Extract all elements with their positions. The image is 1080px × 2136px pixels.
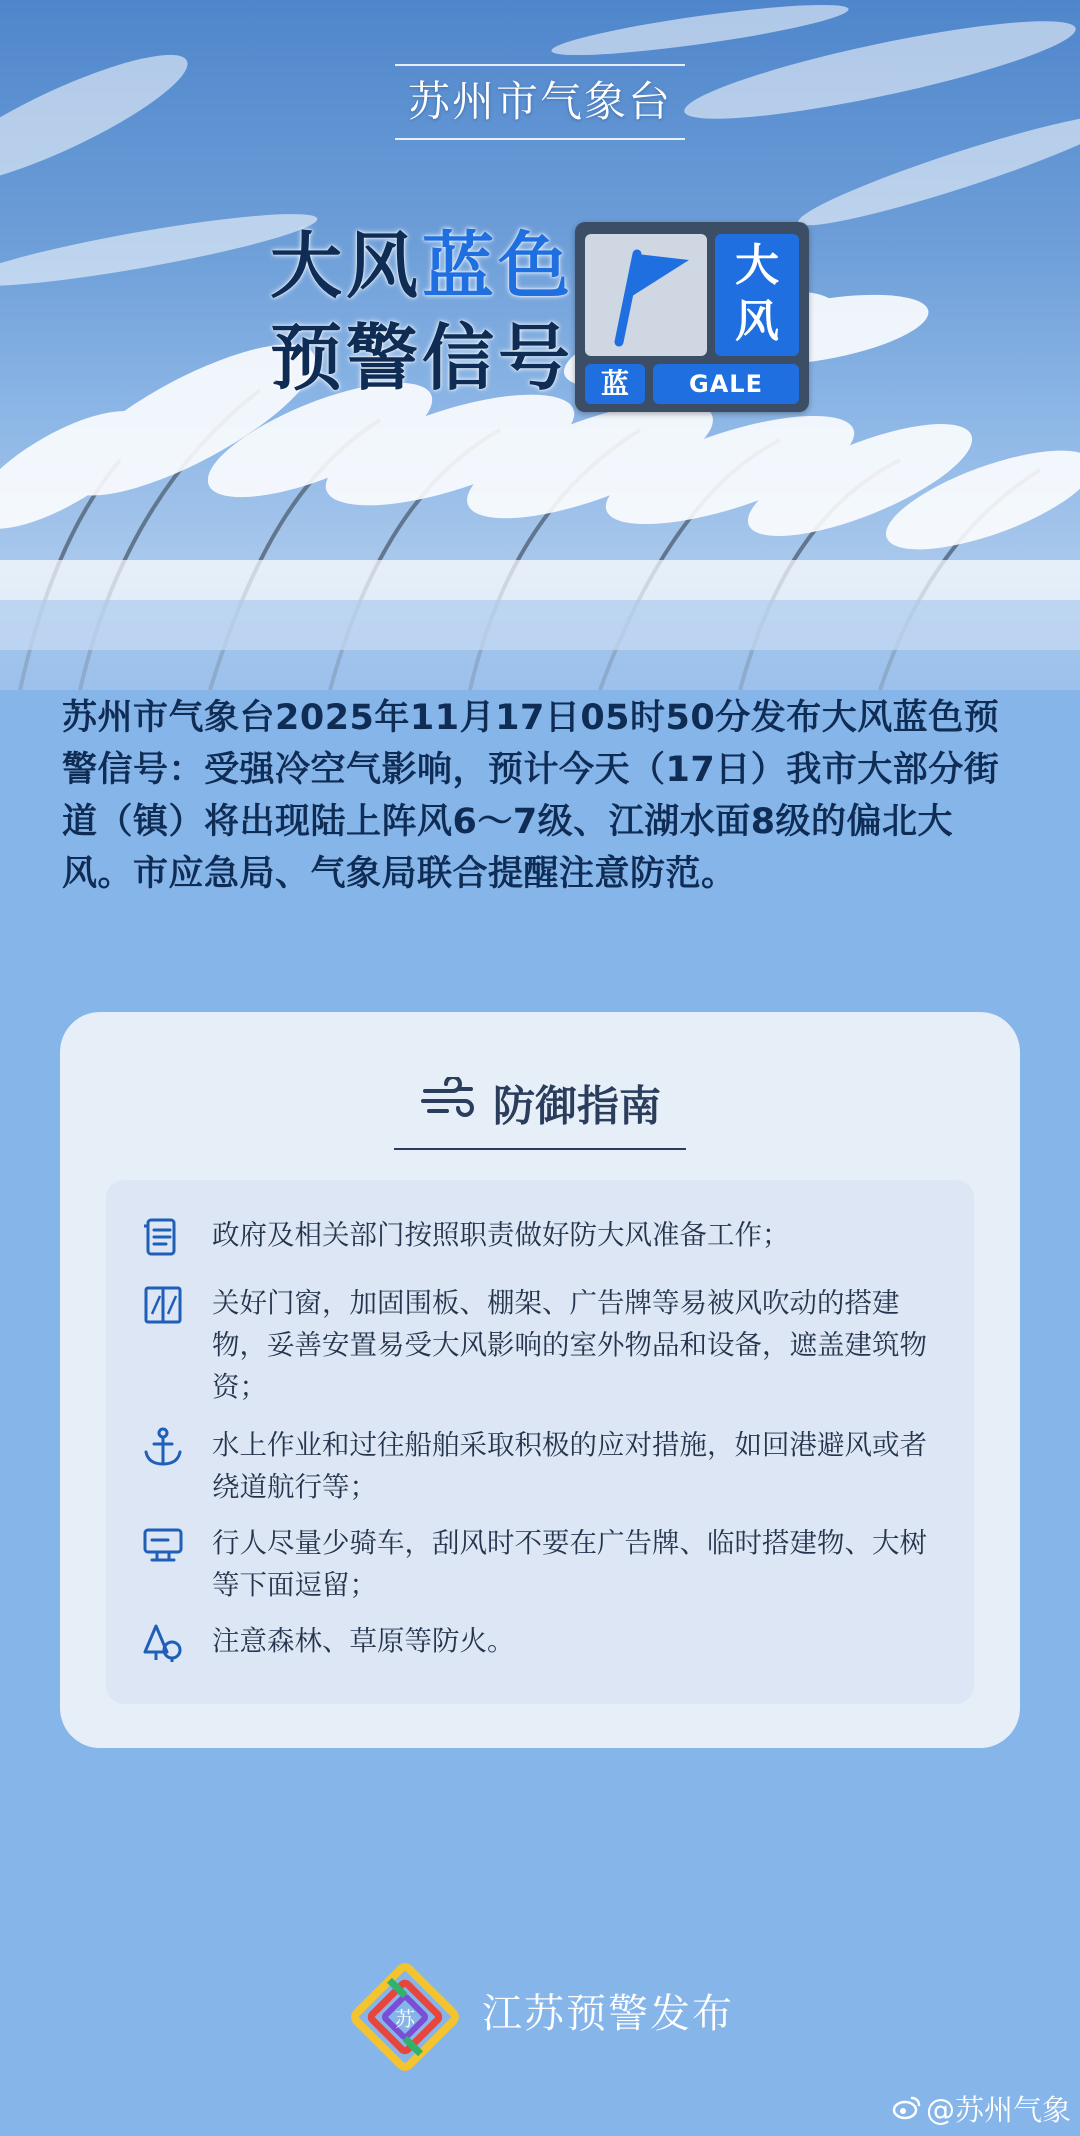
weibo-icon: [892, 2090, 922, 2130]
warning-headline: [270, 220, 574, 404]
badge-char-bottom: 风: [735, 296, 779, 347]
guide-list: [106, 1180, 974, 1704]
headline-line-1: [270, 220, 574, 312]
badge-english-label: GALE: [653, 364, 799, 404]
jiangsu-warning-logo: [350, 1962, 460, 2072]
forest-fire-icon: [142, 1622, 184, 1664]
logo-char: 苏: [395, 2007, 415, 2031]
document-icon: [142, 1216, 184, 1258]
hero-banner: [0, 0, 1080, 690]
title-divider: [394, 1148, 686, 1150]
window-icon: [142, 1284, 184, 1326]
headline-level: 蓝色: [422, 224, 575, 308]
watermark-text: @苏州气象: [926, 2093, 1072, 2127]
anchor-icon: [142, 1426, 184, 1468]
guide-title-text: 防御指南: [492, 1081, 661, 1131]
wind-icon: [419, 1077, 477, 1137]
guide-item-text: 水上作业和过往船舶采取积极的应对措施，如回港避风或者绕道航行等；: [212, 1429, 927, 1503]
warning-signal-badge: [575, 222, 809, 412]
billboard-icon: [142, 1524, 184, 1566]
badge-char-top: 大: [735, 240, 779, 291]
weibo-watermark: [892, 2088, 1071, 2130]
headline-hazard: 大风: [270, 224, 423, 308]
badge-level-label: 蓝: [585, 364, 645, 404]
guide-item-text: 注意森林、草原等防火。: [212, 1625, 515, 1657]
guide-item-text: 政府及相关部门按照职责做好防大风准备工作；: [212, 1219, 790, 1251]
issuer-title: 苏州市气象台: [395, 64, 685, 140]
guide-item-text: 关好门窗，加固围板、棚架、广告牌等易被风吹动的搭建物，妥善安置易受大风影响的室外物品和设备，遮盖建筑物资；: [212, 1287, 927, 1403]
guide-title: [60, 1076, 1020, 1137]
flag-icon: [585, 234, 707, 356]
guide-item-text: 行人尽量少骑车，刮风时不要在广告牌、临时搭建物、大树等下面逗留；: [212, 1527, 927, 1601]
headline-line-2: 预警信号: [270, 316, 575, 400]
badge-char-block: [715, 234, 799, 356]
defense-guide-card: [60, 1012, 1020, 1748]
warning-announcement: 苏州市气象台2025年11月17日05时50分发布大风蓝色预警信号：受强冷空气影响，预计今天（17日）我市大部分街道（镇）将出现陆上阵风6～7级、江湖水面8级的偏北大风。市应急局、气象局联合提醒注意防范。: [62, 698, 1000, 894]
publisher-name: 江苏预警发布: [482, 1991, 734, 2037]
